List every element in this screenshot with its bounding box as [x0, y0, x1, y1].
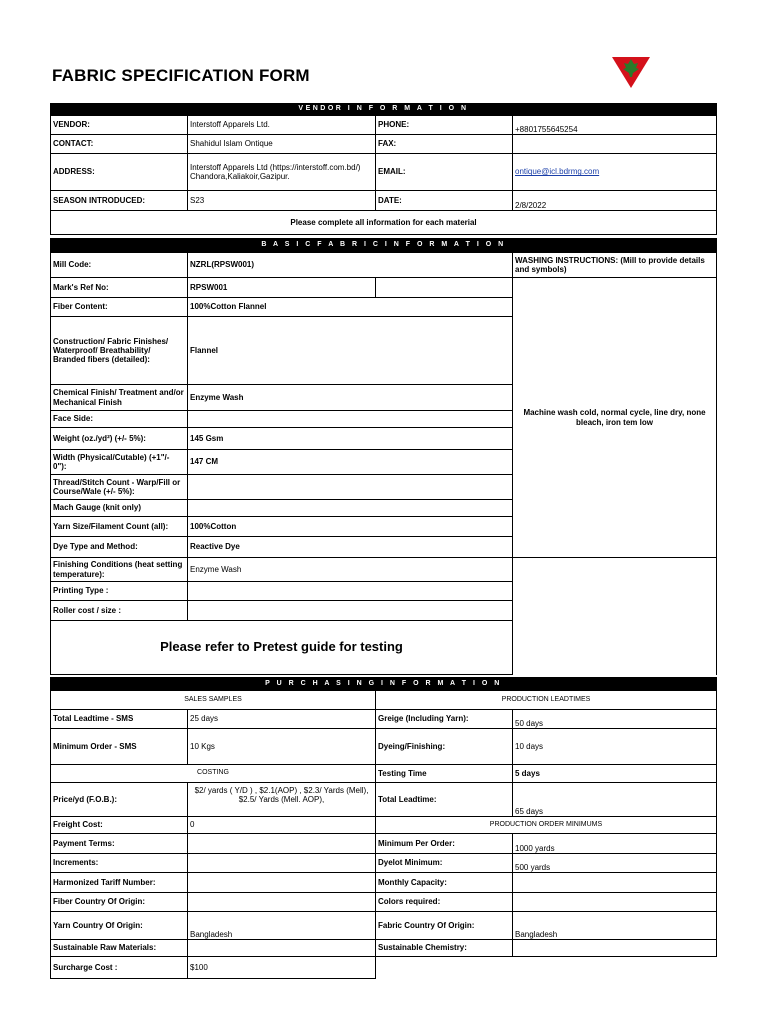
fax-value[interactable] [513, 135, 717, 154]
marks-ref-label: Mark's Ref No: [51, 278, 188, 298]
production-leadtimes-heading: PRODUCTION LEADTIMES [376, 691, 717, 710]
contact-value[interactable]: Shahidul Islam Ontique [188, 135, 376, 154]
marks-ref-value[interactable]: RPSW001 [188, 278, 376, 298]
email-label: EMAIL: [376, 154, 513, 191]
roller-cost-label: Roller cost / size : [51, 601, 188, 621]
min-order-sms-label: Minimum Order - SMS [51, 729, 188, 765]
min-per-order-value[interactable]: 1000 yards [513, 834, 717, 854]
freight-cost-value[interactable]: 0 [188, 817, 376, 834]
roller-cost-value[interactable] [188, 601, 513, 621]
yarn-country-value[interactable]: Bangladesh [188, 912, 376, 940]
surcharge-cost-value[interactable]: $100 [188, 957, 376, 979]
face-side-value[interactable] [188, 411, 513, 428]
width-value[interactable]: 147 CM [188, 450, 513, 475]
fabric-country-value[interactable]: Bangladesh [513, 912, 717, 940]
vendor-info-header: VENDOR I N F O R M A T I O N [51, 104, 717, 116]
min-order-sms-value[interactable]: 10 Kgs [188, 729, 376, 765]
sustainable-raw-label: Sustainable Raw Materials: [51, 940, 188, 957]
address-value[interactable]: Interstoff Apparels Ltd (https://interstoff.com.bd/) Chandora,Kaliakoir,Gazipur. [188, 154, 376, 191]
fiber-country-value[interactable] [188, 893, 376, 912]
address-label: ADDRESS: [51, 154, 188, 191]
min-per-order-label: Minimum Per Order: [376, 834, 513, 854]
total-leadtime-sms-label: Total Leadtime - SMS [51, 710, 188, 729]
finishing-value[interactable]: Enzyme Wash [188, 558, 513, 582]
dyelot-minimum-value[interactable]: 500 yards [513, 854, 717, 873]
sales-samples-heading: SALES SAMPLES [51, 691, 376, 710]
price-label: Price/yd (F.O.B.): [51, 783, 188, 817]
increments-label: Increments: [51, 854, 188, 873]
face-side-label: Face Side: [51, 411, 188, 428]
sustainable-chemistry-label: Sustainable Chemistry: [376, 940, 513, 957]
pretest-note: Please refer to Pretest guide for testing [51, 621, 513, 675]
colors-required-value[interactable] [513, 893, 717, 912]
washing-instructions-value[interactable]: Machine wash cold, normal cycle, line dry, none bleach, iron tem low [513, 278, 717, 558]
width-label: Width (Physical/Cutable) (+1"/- 0"): [51, 450, 188, 475]
freight-cost-label: Freight Cost: [51, 817, 188, 834]
chemical-finish-value[interactable]: Enzyme Wash [188, 385, 513, 411]
purchasing-table [50, 677, 717, 979]
dyeing-value[interactable]: 10 days [513, 729, 717, 765]
fiber-country-label: Fiber Country Of Origin: [51, 893, 188, 912]
total-leadtime-sms-value[interactable]: 25 days [188, 710, 376, 729]
maple-leaf-triangle-logo [611, 55, 651, 89]
fiber-content-value[interactable]: 100%Cotton Flannel [188, 298, 513, 317]
date-label: DATE: [376, 191, 513, 211]
dyeing-label: Dyeing/Finishing: [376, 729, 513, 765]
purchasing-header: P U R C H A S I N G I N F O R M A T I O N [51, 678, 717, 691]
payment-terms-value[interactable] [188, 834, 376, 854]
printing-type-label: Printing Type : [51, 582, 188, 601]
email-cell [513, 154, 717, 191]
greige-value[interactable]: 50 days [513, 710, 717, 729]
yarn-size-label: Yarn Size/Filament Count (all): [51, 517, 188, 537]
basic-fabric-table [50, 238, 717, 675]
testing-time-label: Testing Time [376, 765, 513, 783]
dye-type-label: Dye Type and Method: [51, 537, 188, 558]
finishing-label: Finishing Conditions (heat setting temperature): [51, 558, 188, 582]
thread-count-label: Thread/Stitch Count - Warp/Fill or Course/Wale (+/- 5%): [51, 475, 188, 500]
mach-gauge-value[interactable] [188, 500, 513, 517]
colors-required-label: Colors required: [376, 893, 513, 912]
total-leadtime-value[interactable]: 65 days [513, 783, 717, 817]
total-leadtime-label: Total Leadtime: [376, 783, 513, 817]
chemical-finish-label: Chemical Finish/ Treatment and/or Mechanical Finish [51, 385, 188, 411]
complete-info-note: Please complete all information for each material [51, 211, 717, 235]
thread-count-value[interactable] [188, 475, 513, 500]
construction-value[interactable]: Flannel [188, 317, 513, 385]
testing-time-value[interactable]: 5 days [513, 765, 717, 783]
fabric-country-label: Fabric Country Of Origin: [376, 912, 513, 940]
printing-type-value[interactable] [188, 582, 513, 601]
phone-value[interactable]: +8801755645254 [513, 116, 717, 135]
vendor-label: VENDOR: [51, 116, 188, 135]
mill-code-label: Mill Code: [51, 253, 188, 278]
tariff-number-label: Harmonized Tariff Number: [51, 873, 188, 893]
construction-label: Construction/ Fabric Finishes/ Waterproof/ Breathability/ Branded fibers (detailed): [51, 317, 188, 385]
season-label: SEASON INTRODUCED: [51, 191, 188, 211]
marks-ref-extra[interactable] [376, 278, 513, 298]
phone-label: PHONE: [376, 116, 513, 135]
weight-value[interactable]: 145 Gsm [188, 428, 513, 450]
season-value[interactable]: S23 [188, 191, 376, 211]
date-value[interactable]: 2/8/2022 [513, 191, 717, 211]
costing-heading: COSTING [51, 765, 376, 783]
fiber-content-label: Fiber Content: [51, 298, 188, 317]
yarn-size-value[interactable]: 100%Cotton [188, 517, 513, 537]
sustainable-raw-value[interactable] [188, 940, 376, 957]
payment-terms-label: Payment Terms: [51, 834, 188, 854]
washing-instructions-label: WASHING INSTRUCTIONS: (Mill to provide details and symbols) [513, 253, 717, 278]
contact-label: CONTACT: [51, 135, 188, 154]
sustainable-chemistry-value[interactable] [513, 940, 717, 957]
dyelot-minimum-label: Dyelot Minimum: [376, 854, 513, 873]
vendor-info-table [50, 103, 717, 235]
tariff-number-value[interactable] [188, 873, 376, 893]
price-value[interactable]: $2/ yards ( Y/D ) , $2.1(AOP) , $2.3/ Yards (Mell), $2.5/ Yards (Mell. AOP), [188, 783, 376, 817]
page-title: FABRIC SPECIFICATION FORM [52, 66, 310, 85]
email-link[interactable]: ontique@icl.bdrmg.com [515, 167, 600, 177]
weight-label: Weight (oz./yd²) (+/- 5%): [51, 428, 188, 450]
mach-gauge-label: Mach Gauge (knit only) [51, 500, 188, 517]
production-order-minimums-heading: PRODUCTION ORDER MINIMUMS [376, 817, 717, 834]
increments-value[interactable] [188, 854, 376, 873]
dye-type-value[interactable]: Reactive Dye [188, 537, 513, 558]
yarn-country-label: Yarn Country Of Origin: [51, 912, 188, 940]
basic-fabric-header: B A S I C F A B R I C I N F O R M A T I O N [51, 239, 717, 253]
empty-cell [376, 957, 513, 979]
vendor-value[interactable]: Interstoff Apparels Ltd. [188, 116, 376, 135]
monthly-capacity-value[interactable] [513, 873, 717, 893]
empty-cell [513, 957, 717, 979]
monthly-capacity-label: Monthly Capacity: [376, 873, 513, 893]
greige-label: Greige (Including Yarn): [376, 710, 513, 729]
fax-label: FAX: [376, 135, 513, 154]
surcharge-cost-label: Surcharge Cost : [51, 957, 188, 979]
mill-code-value[interactable]: NZRL(RPSW001) [188, 253, 513, 278]
